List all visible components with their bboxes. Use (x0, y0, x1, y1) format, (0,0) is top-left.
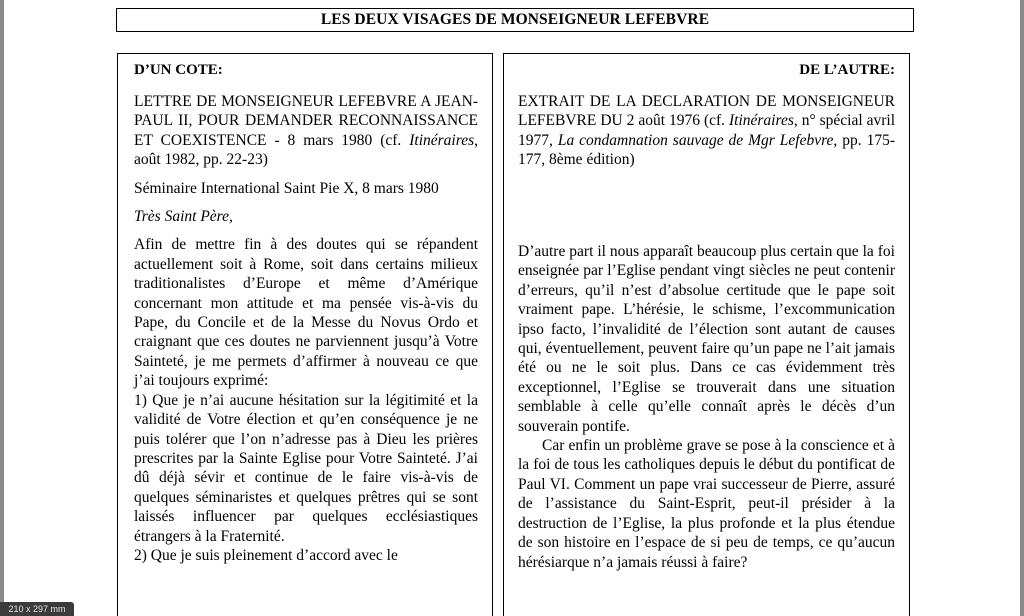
right-column-text (518, 92, 895, 170)
left-column-heading: D’UN COTE: (134, 62, 223, 78)
left-column (117, 53, 493, 616)
left-place-date: Séminaire International Saint Pie X, 8 mars 1980 (134, 179, 439, 197)
page-size-badge: 210 x 297 mm (0, 602, 74, 616)
left-source-main: LETTRE DE MONSEIGNEUR LEFEBVRE A JEAN-PAUL II, POUR DEMANDER RECONNAISSANCE ET COEXISTENCE - 8 mars 1980 (cf. (134, 93, 478, 149)
left-source-citation (134, 92, 478, 170)
right-column (503, 53, 910, 616)
left-salutation (134, 207, 478, 226)
right-source-journal: Itinéraires (729, 112, 794, 130)
right-paragraph-1: D’autre part il nous apparaît beaucoup plus certain que la foi enseignée par l’Eglise pendant vingt siècles ne peut contenir d’erreurs, qu’il n’est d’absolue certitude que le pape soit vraiment pape. L’hérésie, le schisme, l’excommunication ipso facto, l’invalidité de l’élection sont autant de causes qui, éventuellement, peuvent faire qu’un pape ne l’ait jamais été ou ne le soit plus. Dans ce cas évidemment très exceptionnel, l’Eglise se trouverait dans une situation semblable à celle qu’elle connaît après le décès d’un souverain pontife. (518, 243, 895, 435)
right-source-citation (518, 92, 895, 170)
left-point-1: 1) Que je n’ai aucune hésitation sur la légitimité et la validité de Votre élection et qu’en conséquence je ne puis tolérer que l’on n’adresse pas à Dieu les prières prescrites par la Sainte Eglise pour Votre Sainteté. J’ai dû déjà sévir et continue de le faire vis-à-vis de quelques séminaristes et quelques prêtres qui se sont laissés influencer par quelques ecclésiastiques étrangers à la Fraternité. (134, 391, 478, 545)
right-column-body (518, 242, 895, 572)
right-source-end: , pp. 175-177, 8ème édition) (518, 131, 895, 169)
left-column-text (134, 92, 478, 565)
title-box (116, 8, 914, 32)
right-column-heading: DE L’AUTRE: (799, 62, 895, 78)
document-page (4, 0, 1020, 616)
document-title: LES DEUX VISAGES DE MONSEIGNEUR LEFEBVRE (320, 11, 710, 28)
left-paragraph-1: Afin de mettre fin à des doutes qui se répandent actuellement soit à Rome, soit dans certains milieux traditionalistes d’Europe et même d’Amérique concernant mon attitude et ma pensée vis-à-vis du Pape, du Concile et de la Messe du Novus Ordo et craignant que ces doutes ne parviennent jusqu’à Votre Sainteté, je me permets d’affirmer à nouveau ce que j’ai toujours exprimé: (134, 236, 478, 390)
right-source-book: La condamnation sauvage de Mgr Lefebvre (557, 131, 834, 149)
left-point-2: 2) Que je suis pleinement d’accord avec le (134, 546, 398, 564)
left-source-journal: Itinéraires (409, 131, 475, 149)
left-source-end: , août 1982, pp. 22-23) (134, 131, 478, 169)
right-source-main: EXTRAIT DE LA DECLARATION DE MONSEIGNEUR LEFEBVRE DU 2 août 1976 (cf. (518, 93, 895, 130)
viewer-right-edge (1020, 0, 1024, 616)
right-paragraph-2: Car enfin un problème grave se pose à la conscience et à la foi de tous les catholiques depuis le début du pontificat de Paul VI. Comment un pape vrai successeur de Pierre, assuré de l’assistance du Saint-Esprit, peut-il présider à la destruction de l’Eglise, la plus profonde et la plus étendue de son histoire en l’espace de si peu de temps, ce qu’aucun hérésiarque n’a jamais réussi à faire? (518, 437, 895, 571)
left-salutation-text: Très Saint Père, (134, 208, 233, 226)
right-source-mid: , n° spécial avril 1977, (518, 112, 896, 149)
